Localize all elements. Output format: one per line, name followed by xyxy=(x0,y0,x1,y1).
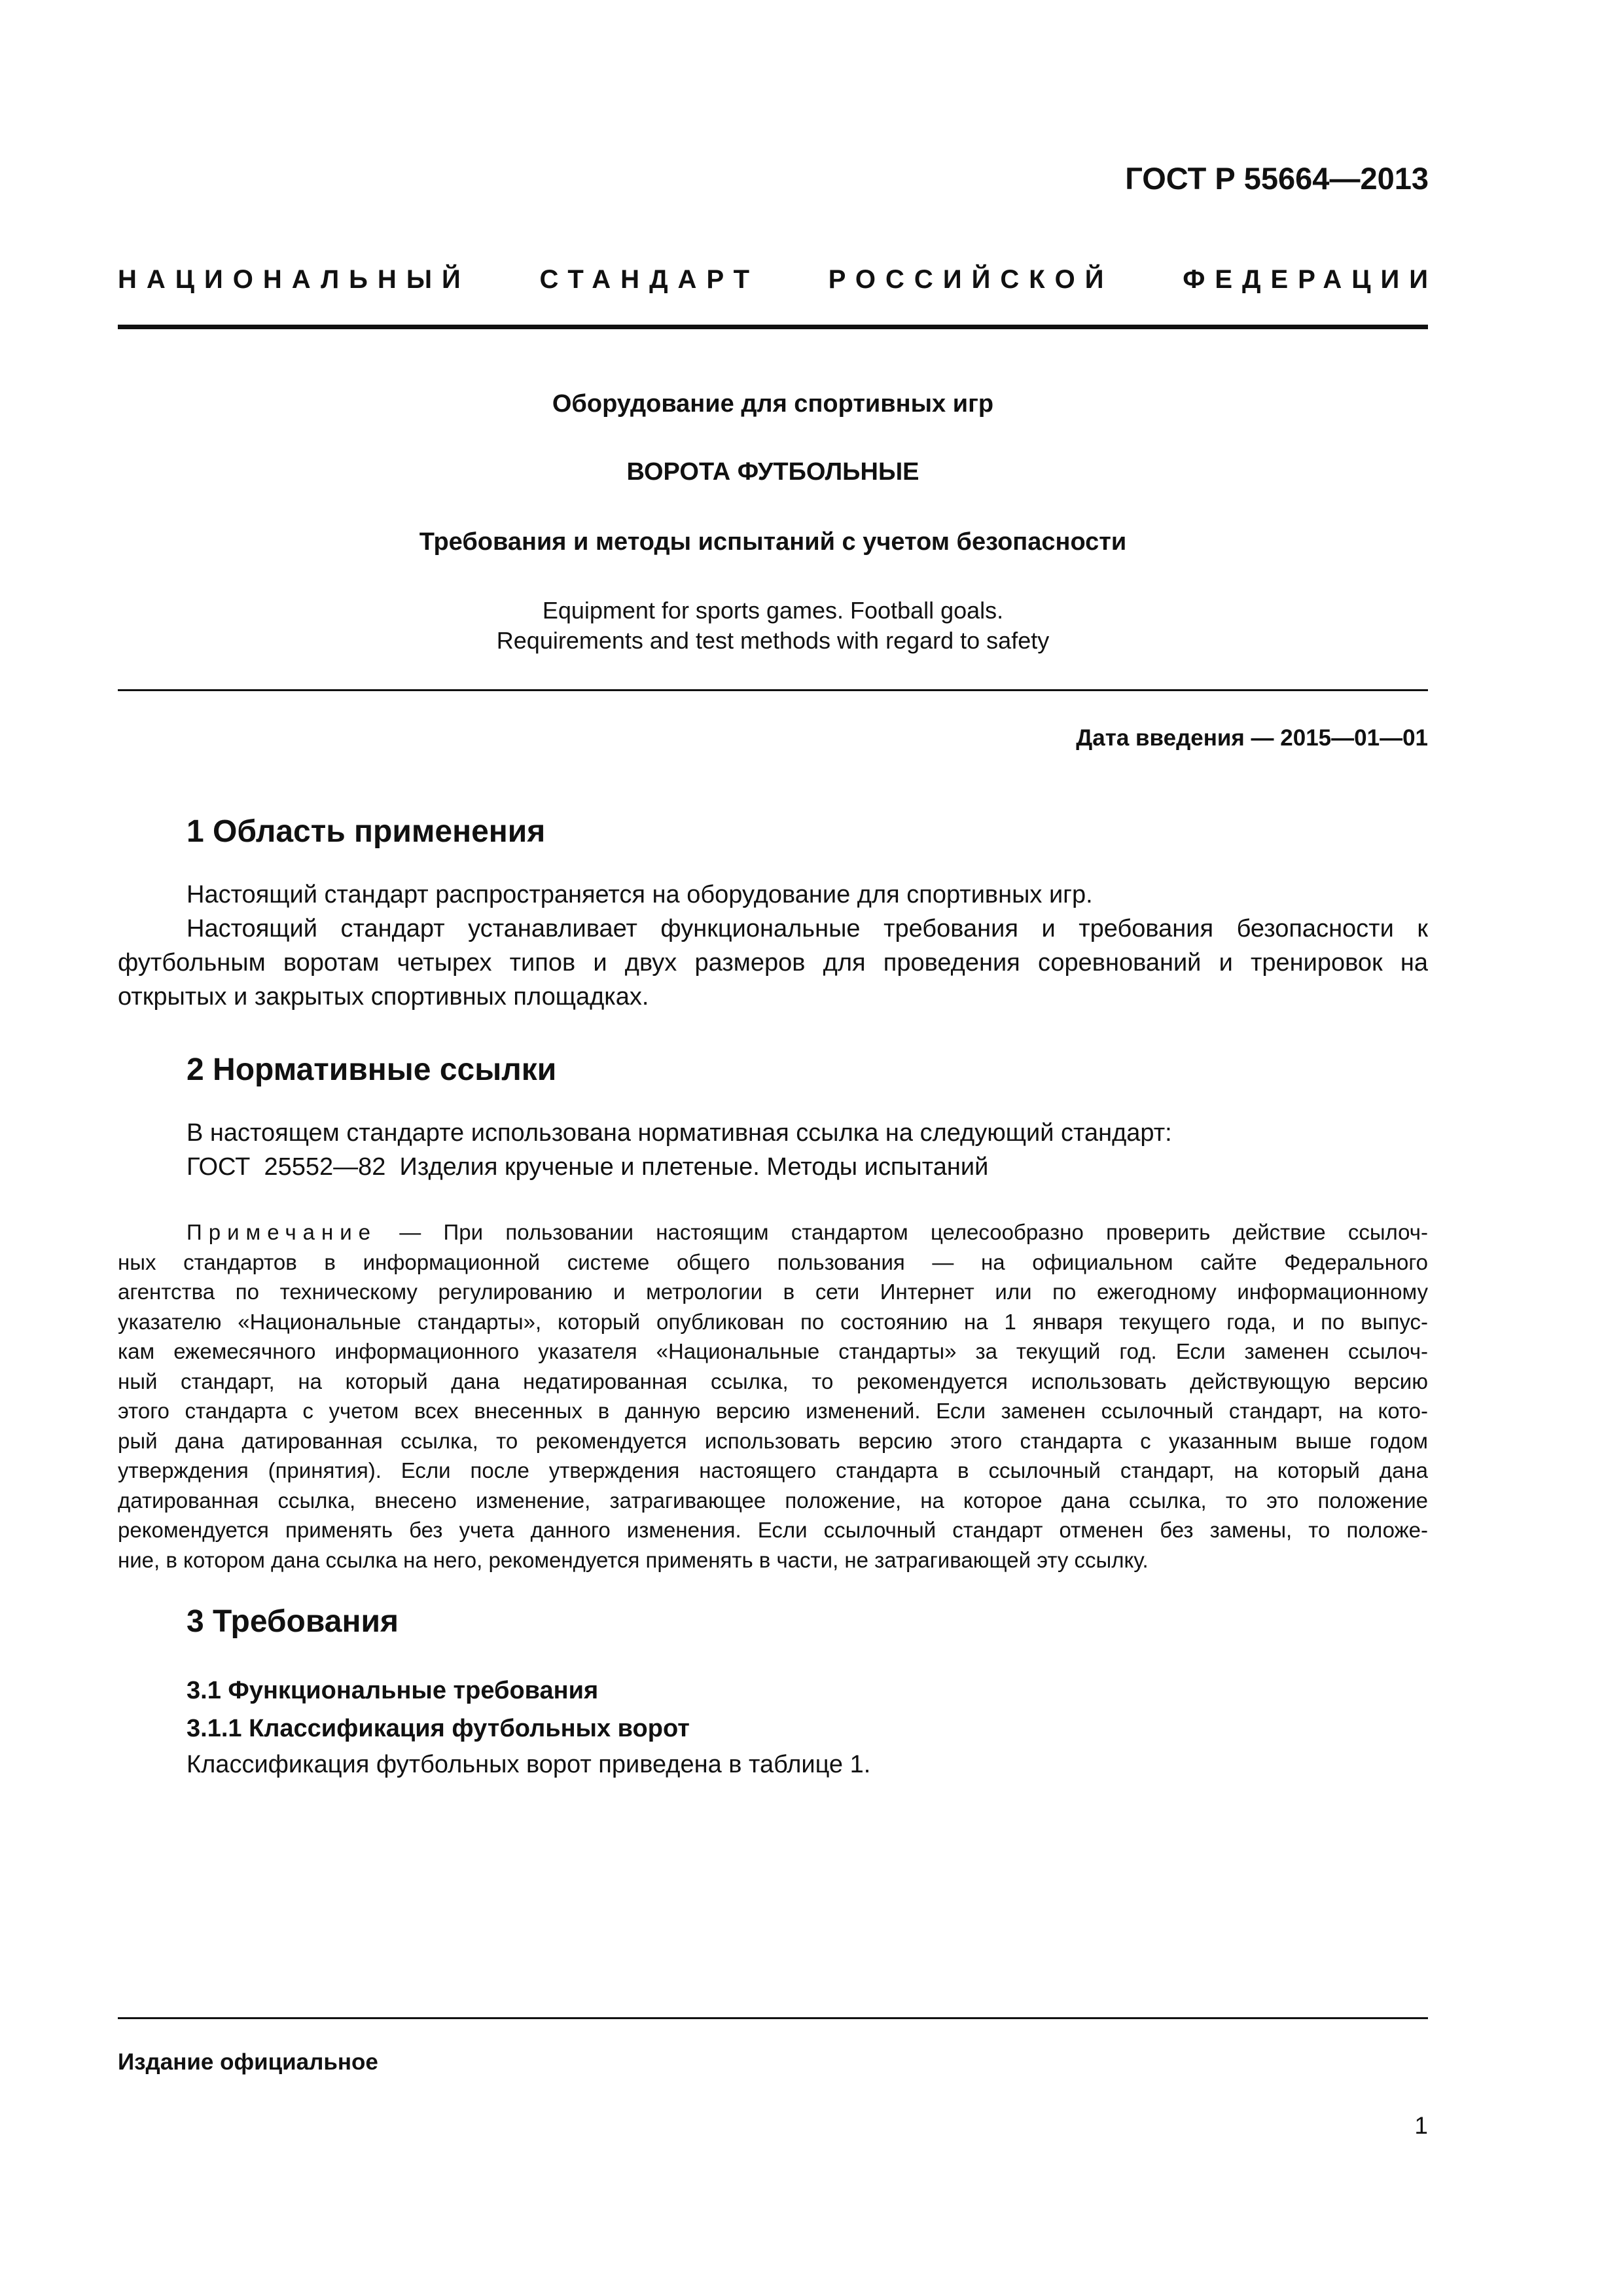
title-main: ВОРОТА ФУТБОЛЬНЫЕ xyxy=(626,458,919,486)
banner-word: СТАНДАРТ xyxy=(539,265,760,294)
banner-word: НАЦИОНАЛЬНЫЙ xyxy=(118,265,471,294)
section3-heading: 3 Требования xyxy=(187,1604,399,1639)
intro-date: Дата введения — 2015—01—01 xyxy=(1076,725,1428,751)
note-line: кам ежемесячного информационного указателя «Национальные стандарты» за текущий год. Если заменен ссылоч- xyxy=(118,1339,1428,1363)
note-line: рый дана датированная ссылка, то рекомендуется использовать версию этого стандарта с указанным выше годом xyxy=(118,1428,1428,1453)
section2-paragraph1: В настоящем стандарте использована нормативная ссылка на следующий стандарт: xyxy=(187,1119,1172,1147)
title-requirements: Требования и методы испытаний с учетом безопасности xyxy=(419,528,1127,556)
national-standard-banner xyxy=(118,265,1438,295)
note-line: утверждения (принятия). Если после утверждения настоящего стандарта в ссылочный стандарт, на который дана xyxy=(118,1458,1428,1482)
document-code: ГОСТ Р 55664—2013 xyxy=(1125,161,1429,196)
note-line: датированная ссылка, внесено изменение, затрагивающее положение, на которое дана ссылка, то это положение xyxy=(118,1488,1428,1513)
note-line: рекомендуется применять без учета данного изменения. Если ссылочный стандарт отменен без замены, то положе- xyxy=(118,1518,1428,1542)
page-number: 1 xyxy=(1414,2112,1428,2139)
note-line: указателю «Национальные стандарты», который опубликован по состоянию на 1 января текущего года, и по выпус- xyxy=(118,1309,1428,1334)
section1-heading: 1 Область применения xyxy=(187,814,546,849)
section1-paragraph2-line2: футбольным воротам четырех типов и двух размеров для проведения соревнований и тренировок на xyxy=(118,949,1428,977)
note-line: ный стандарт, на который дана недатированная ссылка, то рекомендуется использовать действующую версию xyxy=(118,1369,1428,1393)
title-english-line2: Requirements and test methods with regard to safety xyxy=(496,627,1050,654)
title-subtitle: Оборудование для спортивных игр xyxy=(552,390,994,418)
note-line: этого стандарта с учетом всех внесенных в данную версию изменений. Если заменен ссылочный стандарт, на кото- xyxy=(118,1399,1428,1423)
note-line: ние, в котором дана ссылка на него, рекомендуется применять в части, не затрагивающей эту ссылку. xyxy=(118,1547,1149,1572)
section2-heading: 2 Нормативные ссылки xyxy=(187,1052,557,1087)
section1-paragraph1: Настоящий стандарт распространяется на оборудование для спортивных игр. xyxy=(187,881,1093,908)
footer-divider xyxy=(118,2017,1428,2019)
section2-text xyxy=(118,1116,1428,1184)
official-edition: Издание официальное xyxy=(118,2049,378,2075)
section1-paragraph2-line3: открытых и закрытых спортивных площадках. xyxy=(118,983,649,1011)
section1-text xyxy=(118,878,1428,1014)
header-divider xyxy=(118,325,1428,329)
section3-subheading-3-1-1: 3.1.1 Классификация футбольных ворот xyxy=(187,1715,690,1742)
note-label: Примечание xyxy=(187,1220,378,1244)
section3-paragraph: Классификация футбольных ворот приведена в таблице 1. xyxy=(187,1751,871,1778)
note-line: ных стандартов в информационной системе общего пользования — на официальном сайте Федерального xyxy=(118,1249,1428,1274)
section1-paragraph2-line1: Настоящий стандарт устанавливает функциональные требования и требования безопасности к xyxy=(187,915,1428,942)
section2-reference: ГОСТ 25552—82 Изделия крученые и плетеные. Методы испытаний xyxy=(187,1153,989,1181)
title-english-line1: Equipment for sports games. Football goals. xyxy=(542,597,1004,624)
note-line: Примечание — При пользовании настоящим стандартом целесообразно проверить действие ссылоч- xyxy=(187,1220,1428,1244)
note-line: агентства по техническому регулированию и метрологии в сети Интернет или по ежегодному информационному xyxy=(118,1280,1428,1304)
banner-word: РОССИЙСКОЙ xyxy=(828,265,1114,294)
section3-subheading-3-1: 3.1 Функциональные требования xyxy=(187,1677,599,1704)
banner-word: ФЕДЕРАЦИИ xyxy=(1183,265,1438,294)
title-divider xyxy=(118,689,1428,691)
note-block xyxy=(118,1217,1428,1575)
